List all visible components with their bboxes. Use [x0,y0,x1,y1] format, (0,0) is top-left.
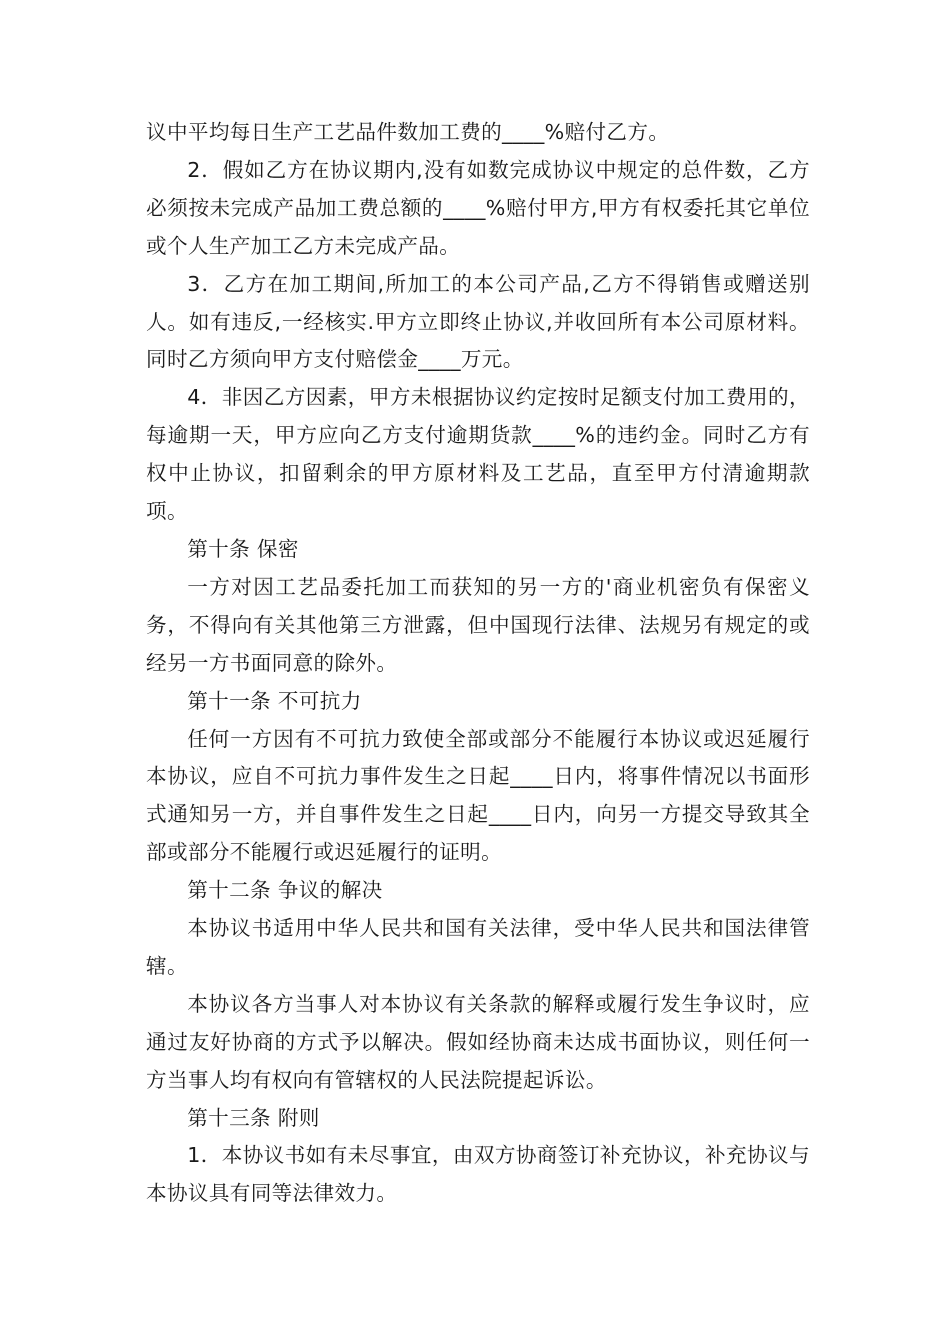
section-heading-dispute-resolution: 第十二条 争议的解决 [187,878,383,903]
section-heading-force-majeure: 第十一条 不可抗力 [187,688,362,713]
paragraph-clause-3-no-sale: 3．乙方在加工期间,所加工的本公司产品,乙方不得销售或赠送别人。如有违反,一经核实.甲方立即终止协议,并收回所有本公司原材料。同时乙方须向甲方支付赔偿金____万元。 [146,271,810,372]
paragraph-clause-2-shortfall: 2．假如乙方在协议期内,没有如数完成协议中规定的总件数，乙方必须按未完成产品加工费总额的____%赔付甲方,甲方有权委托其它单位或个人生产加工乙方未完成产品。 [146,157,810,258]
paragraph-compensation-continued: 议中平均每日生产工艺品件数加工费的____%赔付乙方。 [146,120,670,144]
document-page [146,114,810,1213]
section-heading-confidentiality: 第十条 保密 [187,536,299,561]
paragraph-governing-law: 本协议书适用中华人民共和国有关法律，受中华人民共和国法律管辖。 [146,916,810,978]
paragraph-force-majeure: 任何一方因有不可抗力致使全部或部分不能履行本协议或迟延履行本协议，应自不可抗力事件发生之日起____日内，将事件情况以书面形式通知另一方，并自事件发生之日起____日内，向另一方提交导致其全部或部分不能履行或迟延履行的证明。 [146,726,810,865]
paragraph-confidentiality: 一方对因工艺品委托加工而获知的另一方的'商业机密负有保密义务，不得向有关其他第三方泄露，但中国现行法律、法规另有规定的或经另一方书面同意的除外。 [146,574,810,675]
paragraph-supplementary-agreement: 1．本协议书如有未尽事宜，由双方协商签订补充协议，补充协议与本协议具有同等法律效力。 [146,1143,810,1206]
paragraph-clause-4-late-payment: 4．非因乙方因素，甲方未根据协议约定按时足额支付加工费用的，每逾期一天，甲方应向乙方支付逾期货款____%的违约金。同时乙方有权中止协议，扣留剩余的甲方原材料及工艺品，直至甲方付清逾期款项。 [146,385,810,524]
paragraph-dispute-negotiation: 本协议各方当事人对本协议有关条款的解释或履行发生争议时，应通过友好协商的方式予以解决。假如经协商未达成书面协议，则任何一方当事人均有权向有管辖权的人民法院提起诉讼。 [146,991,810,1092]
section-heading-supplementary: 第十三条 附则 [187,1105,320,1130]
